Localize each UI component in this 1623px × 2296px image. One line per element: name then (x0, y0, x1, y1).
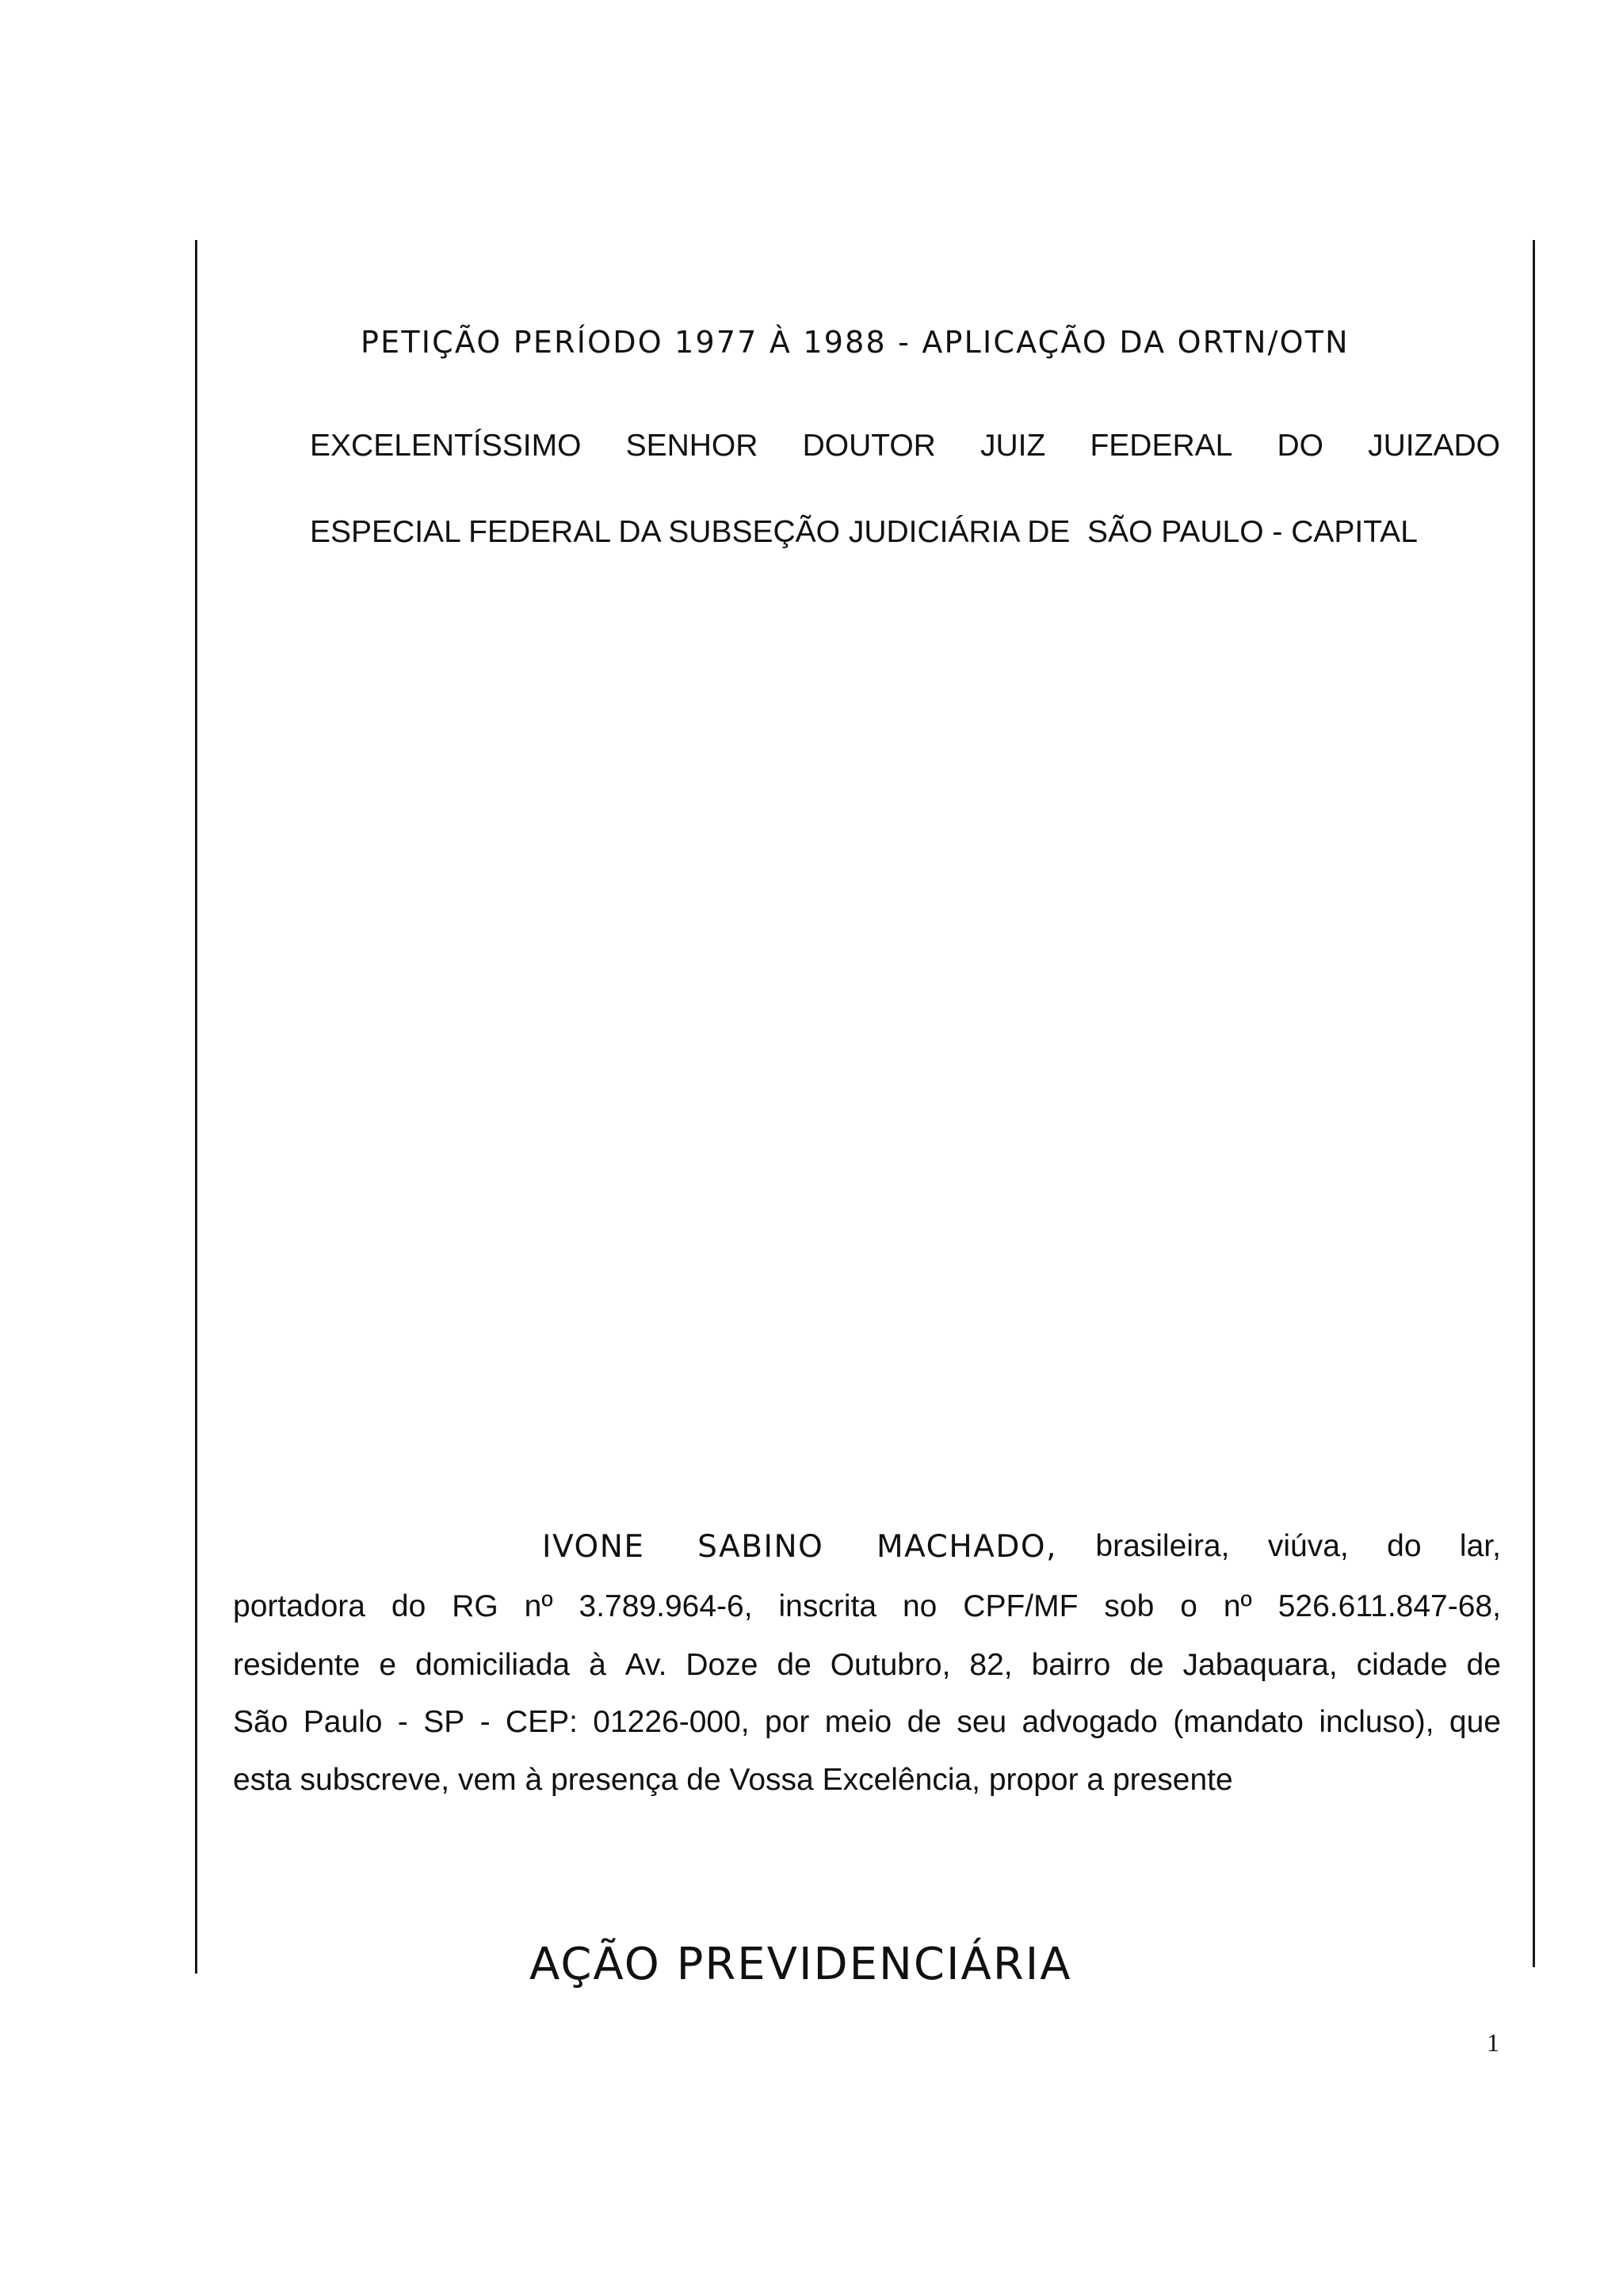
party-word: o (1180, 1589, 1197, 1623)
addressee-word: JUIZADO (1368, 429, 1500, 463)
addressee-line-2: ESPECIAL FEDERAL DA SUBSEÇÃO JUDICIÁRIA DE SÃO PAULO - CAPITAL (310, 515, 1418, 549)
party-word: CEP: (505, 1705, 578, 1739)
party-word: viúva, (1267, 1529, 1349, 1563)
party-word: (mandato (1173, 1705, 1304, 1739)
party-line-3 (233, 1648, 1501, 1683)
party-word: 01226-000, (593, 1705, 750, 1739)
party-word: incluso), (1319, 1705, 1434, 1739)
party-word: e (379, 1648, 397, 1682)
party-word: inscrita (778, 1589, 877, 1623)
party-word: CPF/MF (963, 1589, 1079, 1623)
party-word: Doze (685, 1648, 758, 1682)
party-word: por (764, 1705, 810, 1739)
addressee-word: EXCELENTÍSSIMO (310, 429, 582, 463)
party-word: seu (957, 1705, 1007, 1739)
party-line-2 (233, 1589, 1501, 1624)
party-word: de (777, 1648, 812, 1682)
party-word: do (391, 1589, 426, 1623)
party-word: sob (1104, 1589, 1155, 1623)
party-name-word: IVONE (542, 1529, 645, 1565)
party-word: cidade (1356, 1648, 1448, 1682)
party-word: São (233, 1705, 288, 1739)
party-word: 3.789.964-6, (579, 1589, 753, 1623)
party-word: Outubro, (830, 1648, 951, 1682)
party-word: advogado (1022, 1705, 1158, 1739)
party-name-word: MACHADO, (876, 1529, 1057, 1565)
party-line-4 (233, 1705, 1501, 1740)
party-word: brasileira, (1095, 1529, 1230, 1563)
page-number: 1 (1487, 2028, 1499, 2057)
party-word: à (589, 1648, 606, 1682)
party-word: portadora (233, 1589, 365, 1623)
right-margin-rule (1533, 240, 1535, 1967)
party-word: residente (233, 1648, 361, 1682)
party-word: 526.611.847-68, (1277, 1589, 1501, 1623)
party-word: Paulo (303, 1705, 383, 1739)
petition-title: PETIÇÃO PERÍODO 1977 À 1988 - APLICAÇÃO DA ORTN/OTN (361, 325, 1350, 360)
party-word: que (1449, 1705, 1501, 1739)
addressee-word: JUIZ (980, 429, 1046, 463)
party-word: Av. (624, 1648, 667, 1682)
party-word: lar, (1459, 1529, 1501, 1563)
party-word: bairro (1031, 1648, 1111, 1682)
party-word: - (479, 1705, 491, 1739)
addressee-word: DOUTOR (802, 429, 936, 463)
party-name-word: SABINO (697, 1529, 824, 1565)
party-name (542, 1529, 1057, 1565)
party-word: SP (423, 1705, 465, 1739)
party-word: do (1387, 1529, 1422, 1563)
party-line-1 (542, 1529, 1501, 1565)
party-line-5: esta subscreve, vem à presença de Vossa Excelência, propor a presente (233, 1763, 1233, 1797)
party-word: - (397, 1705, 408, 1739)
party-word: domiciliada (415, 1648, 571, 1682)
party-word: nº (524, 1589, 553, 1623)
party-word: RG (452, 1589, 498, 1623)
action-title: AÇÃO PREVIDENCIÁRIA (529, 1939, 1072, 1990)
party-word: 82, (969, 1648, 1013, 1682)
party-word: de (1129, 1648, 1164, 1682)
party-word: nº (1223, 1589, 1252, 1623)
addressee-word: FEDERAL (1090, 429, 1233, 463)
addressee-word: SENHOR (625, 429, 758, 463)
party-word: Jabaquara, (1182, 1648, 1338, 1682)
party-word: meio (824, 1705, 892, 1739)
party-word: de (1466, 1648, 1501, 1682)
addressee-word: DO (1277, 429, 1323, 463)
left-margin-rule (195, 240, 197, 1974)
party-word: no (902, 1589, 938, 1623)
party-word: de (907, 1705, 941, 1739)
